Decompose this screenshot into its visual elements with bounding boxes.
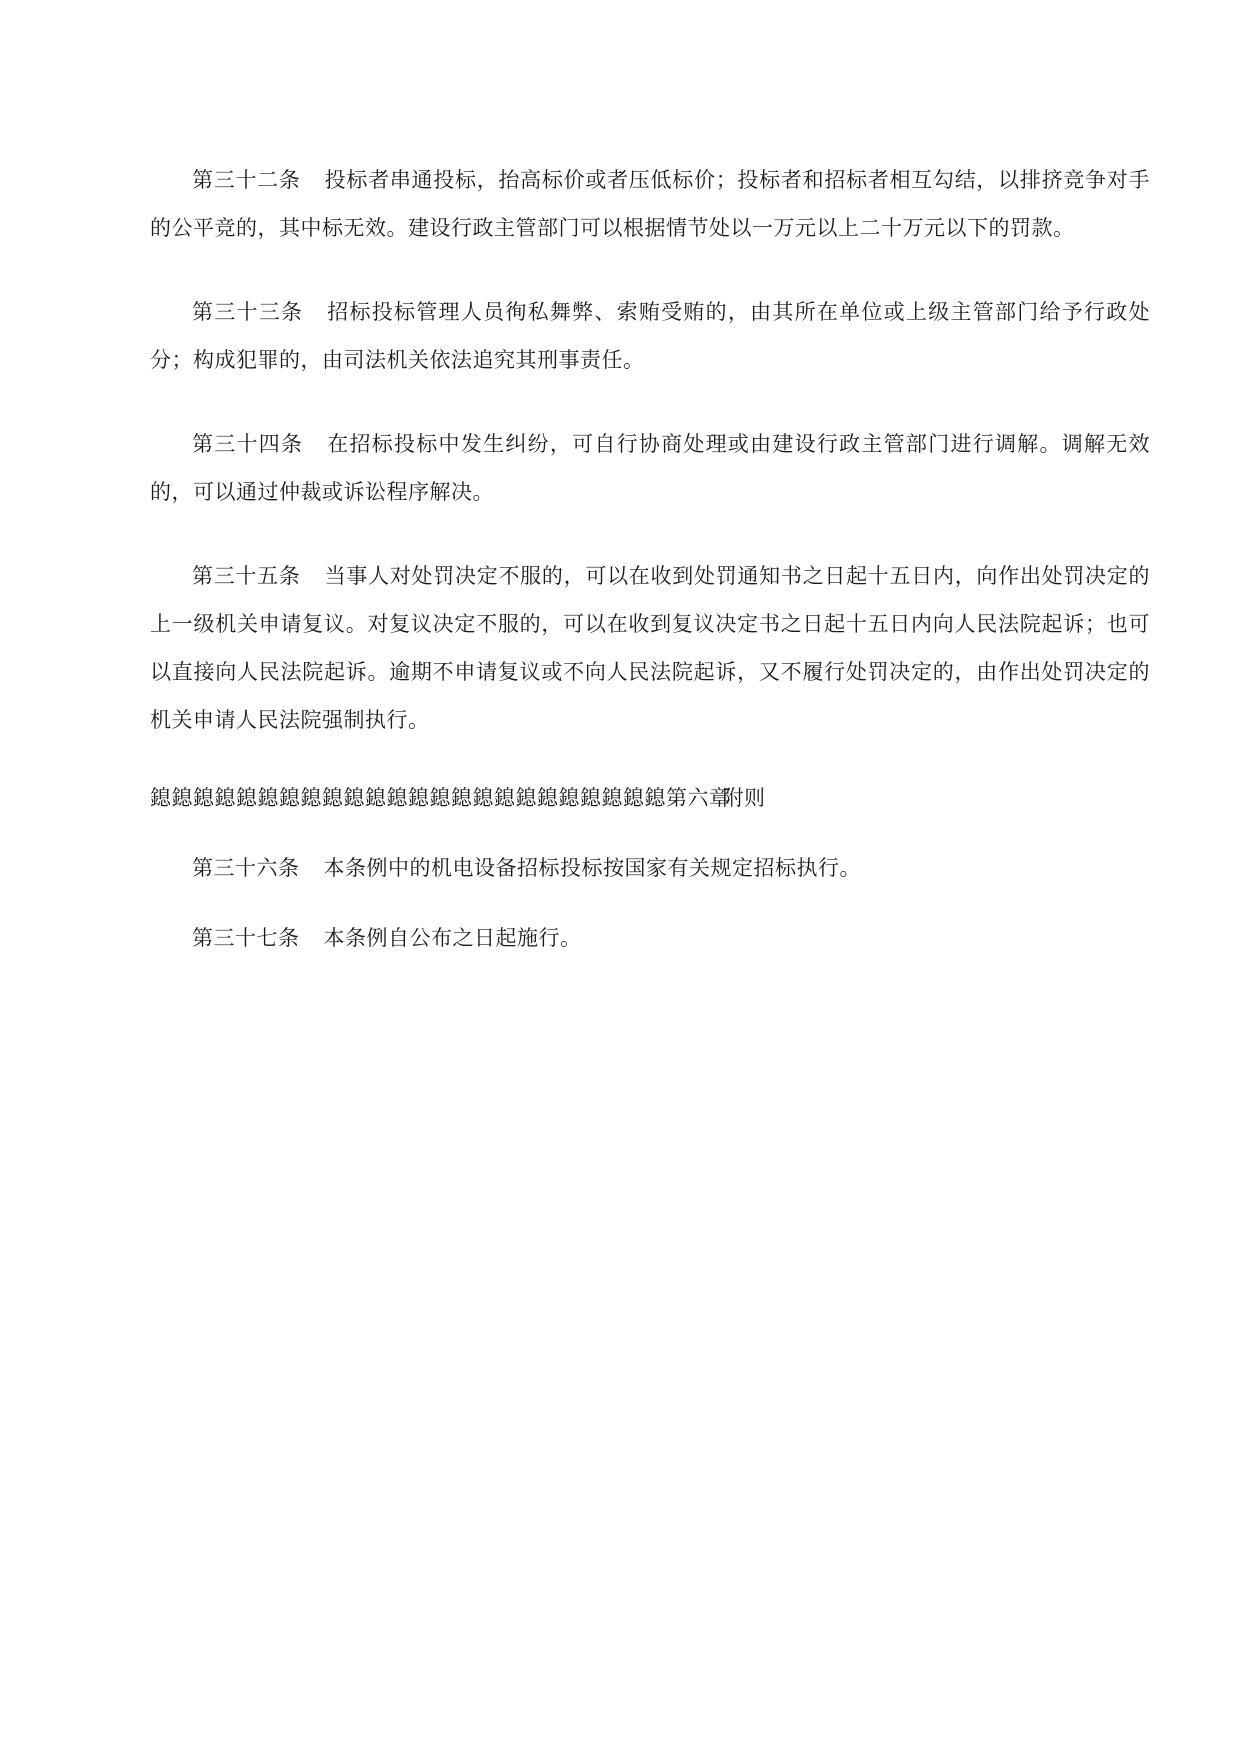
article-text: 本条例中的机电设备招标投标按国家有关规定招标执行。 xyxy=(323,856,861,880)
chapter-heading xyxy=(150,774,1150,822)
article-number: 第三十五条 xyxy=(192,564,301,588)
article-33 xyxy=(150,288,1150,384)
article-text: 招标投标管理人员徇私舞弊、索贿受贿的，由其所在单位或上级主管部门给予行政处分；构成犯罪的，由司法机关依法追究其刑事责任。 xyxy=(150,300,1150,372)
article-text: 在招标投标中发生纠纷，可自行协商处理或由建设行政主管部门进行调解。调解无效的，可以通过仲裁或诉讼程序解决。 xyxy=(150,432,1150,504)
chapter-title: 附则 xyxy=(722,786,766,810)
article-37 xyxy=(150,914,1150,962)
article-number: 第三十二条 xyxy=(192,168,301,192)
article-number: 第三十三条 xyxy=(192,300,304,324)
article-36 xyxy=(150,844,1150,892)
chapter-garbled-prefix: 鎴鎴鎴鎴鎴鎴鎴鎴鎴鎴鎴鎴鎴鎴鎴鎴鎴鎴鎴鎴鎴鎴鎴鎴 xyxy=(150,786,666,810)
article-number: 第三十六条 xyxy=(192,856,300,880)
article-number: 第三十四条 xyxy=(192,432,304,456)
chapter-number: 第六章 xyxy=(666,786,731,810)
article-35 xyxy=(150,552,1150,744)
article-text: 当事人对处罚决定不服的，可以在收到处罚通知书之日起十五日内，向作出处罚决定的上一级机关申请复议。对复议决定不服的，可以在收到复议决定书之日起十五日内向人民法院起诉；也可以直接向人民法院起诉。逾期不申请复议或不向人民法院起诉，又不履行处罚决定的，由作出处罚决定的机关申请人民法院强制执行。 xyxy=(150,564,1151,732)
article-text: 本条例自公布之日起施行。 xyxy=(323,926,582,950)
article-text: 投标者串通投标，抬高标价或者压低标价；投标者和招标者相互勾结，以排挤竞争对手的公平竞的，其中标无效。建设行政主管部门可以根据情节处以一万元以上二十万元以下的罚款。 xyxy=(150,168,1151,240)
article-34 xyxy=(150,420,1150,516)
article-number: 第三十七条 xyxy=(192,926,300,950)
document-body xyxy=(150,156,1150,962)
article-32 xyxy=(150,156,1150,252)
